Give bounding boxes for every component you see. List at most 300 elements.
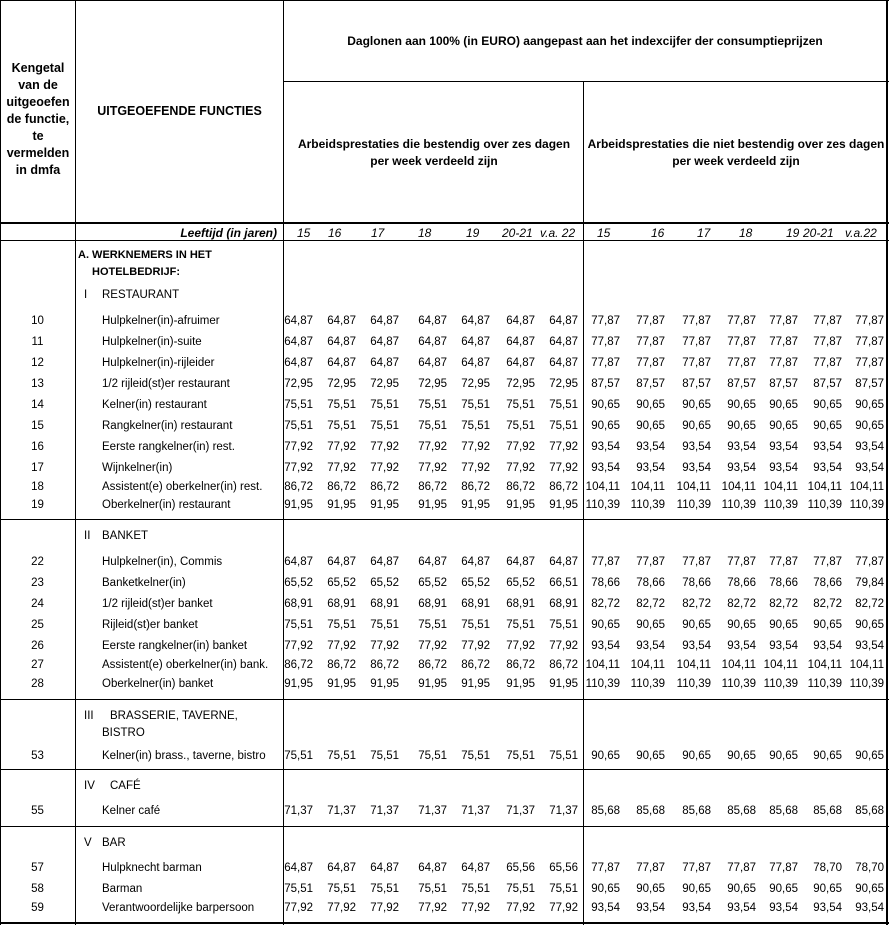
wage-cell-non-permanent: 78,66 [727,577,756,589]
wage-cell-non-permanent: 90,65 [682,420,711,432]
wage-cell-permanent: 75,51 [370,619,399,631]
age-tick: v.a.22 [845,226,877,240]
wage-cell-permanent: 65,52 [418,577,447,589]
wage-cell-non-permanent: 77,87 [855,357,884,369]
wage-cell-permanent: 64,87 [370,357,399,369]
wage-cell-non-permanent: 110,39 [585,678,620,690]
wage-cell-non-permanent: 93,54 [855,462,884,474]
function-code: 19 [31,499,44,511]
wage-cell-permanent: 77,92 [284,462,313,474]
header-code-column: Kengetal van de uitgeoefen de functie, te vermelden in dmfa [6,61,70,177]
wage-cell-non-permanent: 110,39 [849,499,884,511]
wage-cell-permanent: 77,92 [327,462,356,474]
wage-cell-permanent: 75,51 [418,619,447,631]
wage-cell-permanent: 64,87 [418,556,447,568]
function-name: Kelner café [102,805,161,817]
wage-cell-non-permanent: 90,65 [727,420,756,432]
wage-cell-non-permanent: 90,65 [855,619,884,631]
wage-cell-non-permanent: 77,87 [769,336,798,348]
wage-cell-permanent: 71,37 [418,805,447,817]
wage-cell-permanent: 68,91 [549,598,578,610]
function-name: Kelner(in) brass., taverne, bistro [102,750,266,762]
wage-cell-permanent: 77,92 [418,441,447,453]
border-right [886,0,888,925]
wage-cell-non-permanent: 77,87 [636,336,665,348]
wage-cell-permanent: 75,51 [506,399,535,411]
section-divider [0,826,889,827]
wage-cell-non-permanent: 85,68 [727,805,756,817]
wage-cell-non-permanent: 77,87 [636,315,665,327]
wage-cell-non-permanent: 77,87 [591,556,620,568]
wage-cell-permanent: 72,95 [418,378,447,390]
section-title: CAFÉ [110,780,141,792]
wage-cell-permanent: 75,51 [461,420,490,432]
wage-cell-permanent: 91,95 [506,499,535,511]
function-code: 16 [31,441,44,453]
wage-cell-non-permanent: 104,11 [763,481,798,493]
wage-cell-permanent: 75,51 [461,399,490,411]
wage-cell-non-permanent: 90,65 [682,399,711,411]
wage-cell-non-permanent: 77,87 [682,315,711,327]
wage-cell-permanent: 64,87 [506,336,535,348]
wage-cell-permanent: 75,51 [370,420,399,432]
section-divider [0,699,889,700]
age-tick: 19 [786,226,800,240]
wage-cell-non-permanent: 93,54 [855,902,884,914]
wage-cell-non-permanent: 82,72 [591,598,620,610]
wage-cell-non-permanent: 93,54 [591,462,620,474]
wage-cell-non-permanent: 77,87 [591,357,620,369]
wage-cell-non-permanent: 104,11 [630,481,665,493]
wage-cell-permanent: 64,87 [327,357,356,369]
wage-cell-non-permanent: 77,87 [813,336,842,348]
wage-cell-non-permanent: 77,87 [591,336,620,348]
age-row-bottom [0,240,889,241]
wage-cell-non-permanent: 77,87 [682,336,711,348]
wage-cell-permanent: 68,91 [461,598,490,610]
wage-cell-permanent: 64,87 [327,556,356,568]
wage-cell-permanent: 75,51 [506,883,535,895]
wage-cell-non-permanent: 77,87 [727,862,756,874]
wage-cell-permanent: 64,87 [549,315,578,327]
header-group-permanent: Arbeidsprestaties die bestendig over zes dagen per week verdeeld zijn [297,137,571,168]
wage-cell-non-permanent: 93,54 [855,441,884,453]
wage-cell-permanent: 64,87 [506,556,535,568]
wage-cell-permanent: 91,95 [284,499,313,511]
wage-cell-non-permanent: 77,87 [727,556,756,568]
wage-cell-permanent: 86,72 [461,659,490,671]
wage-cell-non-permanent: 77,87 [727,357,756,369]
wage-cell-permanent: 72,95 [506,378,535,390]
wage-cell-non-permanent: 85,68 [813,805,842,817]
wage-cell-permanent: 75,51 [284,420,313,432]
wage-cell-non-permanent: 87,57 [591,378,620,390]
function-name: Eerste rangkelner(in) rest. [102,441,235,453]
wage-cell-permanent: 86,72 [418,481,447,493]
age-tick: 15 [597,226,611,240]
function-name: Hulpkelner(in)-rijleider [102,357,215,369]
wage-cell-non-permanent: 82,72 [727,598,756,610]
wage-cell-non-permanent: 110,39 [807,499,842,511]
wage-cell-non-permanent: 90,65 [855,750,884,762]
wage-cell-permanent: 77,92 [461,640,490,652]
wage-cell-permanent: 77,92 [327,902,356,914]
wage-cell-permanent: 65,52 [284,577,313,589]
wage-cell-permanent: 72,95 [549,378,578,390]
wage-cell-permanent: 64,87 [506,357,535,369]
wage-cell-permanent: 71,37 [370,805,399,817]
wage-cell-non-permanent: 77,87 [855,336,884,348]
wage-cell-permanent: 77,92 [461,902,490,914]
wage-cell-non-permanent: 90,65 [727,883,756,895]
function-code: 58 [31,883,44,895]
wage-cell-non-permanent: 90,65 [591,619,620,631]
wage-cell-permanent: 75,51 [506,420,535,432]
function-name: Oberkelner(in) banket [102,678,214,690]
wage-cell-permanent: 77,92 [370,441,399,453]
function-name: Eerste rangkelner(in) banket [102,640,248,652]
wage-cell-non-permanent: 90,65 [636,750,665,762]
wage-cell-permanent: 77,92 [461,441,490,453]
function-code: 13 [31,378,44,390]
age-tick: 15 [297,226,311,240]
wage-cell-permanent: 86,72 [506,481,535,493]
function-name: Barman [102,883,143,895]
age-tick: v.a. 22 [540,226,576,240]
age-tick: 19 [466,226,480,240]
wage-cell-non-permanent: 90,65 [727,399,756,411]
wage-cell-permanent: 68,91 [370,598,399,610]
wage-cell-permanent: 75,51 [549,750,578,762]
wage-cell-non-permanent: 90,65 [636,619,665,631]
wage-cell-permanent: 72,95 [327,378,356,390]
wage-cell-permanent: 71,37 [549,805,578,817]
wage-cell-permanent: 77,92 [284,902,313,914]
wage-cell-permanent: 86,72 [284,659,313,671]
wage-cell-non-permanent: 78,66 [769,577,798,589]
wage-cell-permanent: 75,51 [284,750,313,762]
wage-cell-non-permanent: 93,54 [591,640,620,652]
age-tick: 17 [697,226,711,240]
wage-cell-permanent: 75,51 [461,750,490,762]
section-divider [0,519,889,520]
function-code: 10 [31,315,44,327]
wage-cell-non-permanent: 104,11 [721,481,756,493]
wage-cell-permanent: 75,51 [418,750,447,762]
wage-cell-permanent: 91,95 [370,678,399,690]
wage-cell-permanent: 91,95 [461,678,490,690]
wage-cell-permanent: 64,87 [284,357,313,369]
header-functions-column: UITGEOEFENDE FUNCTIES [97,104,262,118]
wage-cell-non-permanent: 90,65 [636,883,665,895]
function-code: 59 [31,902,44,914]
age-tick: 20-21 [502,226,533,240]
wage-cell-non-permanent: 104,11 [763,659,798,671]
wage-cell-permanent: 86,72 [549,659,578,671]
wage-cell-non-permanent: 110,39 [807,678,842,690]
wage-cell-non-permanent: 93,54 [813,441,842,453]
function-name: Hulpknecht barman [102,862,202,874]
function-name: Banketkelner(in) [102,577,186,589]
wage-cell-non-permanent: 78,70 [813,862,842,874]
wage-cell-non-permanent: 110,39 [721,499,756,511]
border-top [0,0,889,1]
wage-cell-permanent: 64,87 [284,556,313,568]
function-code: 28 [31,678,44,690]
wage-cell-non-permanent: 90,65 [813,420,842,432]
wage-cell-permanent: 86,72 [506,659,535,671]
wage-cell-permanent: 72,95 [461,378,490,390]
wage-cell-non-permanent: 77,87 [855,315,884,327]
wage-cell-non-permanent: 93,54 [727,462,756,474]
wage-cell-permanent: 71,37 [284,805,313,817]
wage-cell-non-permanent: 77,87 [591,862,620,874]
wage-cell-permanent: 75,51 [549,399,578,411]
wage-cell-permanent: 66,51 [549,577,578,589]
wage-cell-permanent: 64,87 [549,336,578,348]
wage-cell-non-permanent: 90,65 [727,750,756,762]
wage-cell-non-permanent: 104,11 [807,659,842,671]
wage-cell-non-permanent: 77,87 [769,556,798,568]
function-name: Hulpkelner(in)-afruimer [102,315,220,327]
section-title: BAR [102,837,126,849]
wage-cell-permanent: 64,87 [461,357,490,369]
wage-cell-permanent: 64,87 [549,357,578,369]
wage-cell-permanent: 65,52 [327,577,356,589]
wage-cell-permanent: 64,87 [327,315,356,327]
wage-cell-non-permanent: 104,11 [676,481,711,493]
wage-cell-permanent: 77,92 [506,441,535,453]
wage-cell-non-permanent: 90,65 [769,399,798,411]
wage-cell-non-permanent: 87,57 [855,378,884,390]
wage-cell-non-permanent: 90,65 [855,883,884,895]
wage-cell-non-permanent: 90,65 [769,750,798,762]
wage-cell-permanent: 64,87 [418,862,447,874]
wage-cell-non-permanent: 78,70 [855,862,884,874]
wage-cell-permanent: 71,37 [461,805,490,817]
header-group-non-permanent: Arbeidsprestaties die niet bestendig over zes dagen per week verdeeld zijn [587,137,885,168]
wage-cell-non-permanent: 110,39 [676,678,711,690]
wage-cell-non-permanent: 93,54 [727,640,756,652]
wage-cell-non-permanent: 110,39 [585,499,620,511]
wage-cell-permanent: 86,72 [461,481,490,493]
wage-cell-non-permanent: 93,54 [682,462,711,474]
wage-cell-permanent: 75,51 [327,399,356,411]
wage-cell-non-permanent: 78,66 [636,577,665,589]
wage-cell-permanent: 64,87 [461,315,490,327]
category-title-line1: A. WERKNEMERS IN HET [78,249,212,261]
wage-cell-permanent: 75,51 [284,619,313,631]
wage-cell-non-permanent: 78,66 [591,577,620,589]
function-name: Assistent(e) oberkelner(in) bank. [102,659,269,671]
wage-cell-non-permanent: 93,54 [591,441,620,453]
function-code: 25 [31,619,44,631]
wage-cell-non-permanent: 87,57 [727,378,756,390]
wage-cell-non-permanent: 110,39 [849,678,884,690]
wage-cell-permanent: 75,51 [284,883,313,895]
function-code: 57 [31,862,44,874]
wage-cell-non-permanent: 85,68 [855,805,884,817]
wage-cell-permanent: 86,72 [370,659,399,671]
function-code: 12 [31,357,44,369]
wage-cell-permanent: 91,95 [327,499,356,511]
wage-cell-non-permanent: 90,65 [591,883,620,895]
wage-cell-permanent: 65,52 [370,577,399,589]
wage-cell-non-permanent: 93,54 [591,902,620,914]
wage-cell-non-permanent: 104,11 [630,659,665,671]
wage-cell-permanent: 75,51 [549,883,578,895]
wage-cell-non-permanent: 85,68 [591,805,620,817]
wage-cell-permanent: 77,92 [284,441,313,453]
wage-cell-permanent: 75,51 [549,619,578,631]
wage-cell-non-permanent: 104,11 [585,481,620,493]
wage-cell-non-permanent: 90,65 [769,420,798,432]
function-name: Kelner(in) restaurant [102,399,207,411]
wage-cell-non-permanent: 110,39 [676,499,711,511]
wage-cell-permanent: 64,87 [327,336,356,348]
section-roman: I [84,289,88,301]
wage-cell-non-permanent: 77,87 [813,357,842,369]
wage-cell-permanent: 75,51 [506,750,535,762]
wage-cell-non-permanent: 93,54 [682,902,711,914]
wage-cell-permanent: 64,87 [506,315,535,327]
function-code: 18 [31,481,44,493]
wage-cell-non-permanent: 90,65 [813,619,842,631]
wage-cell-permanent: 64,87 [418,336,447,348]
wage-cell-non-permanent: 85,68 [769,805,798,817]
wage-cell-non-permanent: 87,57 [636,378,665,390]
section-title-cont: BISTRO [102,727,145,739]
wage-cell-permanent: 77,92 [418,902,447,914]
wage-cell-non-permanent: 90,65 [769,883,798,895]
wage-cell-non-permanent: 93,54 [813,640,842,652]
wage-cell-permanent: 75,51 [506,619,535,631]
wage-cell-non-permanent: 90,65 [813,399,842,411]
wage-cell-non-permanent: 90,65 [591,420,620,432]
wage-cell-permanent: 77,92 [506,902,535,914]
wage-cell-permanent: 91,95 [327,678,356,690]
wage-cell-non-permanent: 82,72 [682,598,711,610]
header-bottom-thick [0,222,889,224]
wage-cell-permanent: 64,87 [370,862,399,874]
function-name: Oberkelner(in) restaurant [102,499,231,511]
wage-cell-permanent: 86,72 [327,659,356,671]
wage-cell-non-permanent: 93,54 [813,902,842,914]
wage-cell-non-permanent: 77,87 [682,862,711,874]
wage-cell-non-permanent: 90,65 [727,619,756,631]
wage-cell-non-permanent: 90,65 [813,750,842,762]
wage-cell-non-permanent: 93,54 [769,441,798,453]
wage-cell-permanent: 91,95 [549,499,578,511]
wage-cell-non-permanent: 110,39 [630,499,665,511]
wage-cell-non-permanent: 77,87 [813,315,842,327]
wage-cell-permanent: 77,92 [506,640,535,652]
wage-cell-non-permanent: 78,66 [682,577,711,589]
function-name: Rijleid(st)er banket [102,619,198,631]
function-name: 1/2 rijleid(st)er restaurant [102,378,230,390]
wage-cell-non-permanent: 93,54 [636,640,665,652]
function-code: 27 [31,659,44,671]
wage-cell-permanent: 77,92 [327,640,356,652]
age-label: Leeftijd (in jaren) [180,226,277,240]
function-code: 26 [31,640,44,652]
wage-cell-permanent: 68,91 [506,598,535,610]
wage-cell-non-permanent: 90,65 [855,420,884,432]
wage-cell-permanent: 64,87 [461,556,490,568]
wage-cell-non-permanent: 90,65 [855,399,884,411]
wage-cell-non-permanent: 90,65 [591,750,620,762]
wage-cell-permanent: 91,95 [549,678,578,690]
wage-cell-permanent: 75,51 [370,883,399,895]
wage-cell-non-permanent: 77,87 [727,336,756,348]
section-title: BRASSERIE, TAVERNE, [110,710,238,722]
wage-cell-permanent: 77,92 [370,462,399,474]
section-roman: II [84,530,91,542]
wage-cell-non-permanent: 90,65 [682,619,711,631]
wage-cell-non-permanent: 93,54 [727,441,756,453]
wage-cell-non-permanent: 77,87 [636,862,665,874]
wage-cell-non-permanent: 93,54 [769,902,798,914]
section-roman: IV [84,780,95,792]
wage-cell-permanent: 65,56 [549,862,578,874]
wage-cell-non-permanent: 90,65 [591,399,620,411]
wage-cell-permanent: 77,92 [549,441,578,453]
wage-cell-permanent: 65,52 [506,577,535,589]
age-tick: 17 [371,226,385,240]
function-name: Assistent(e) oberkelner(in) rest. [102,481,263,493]
wage-cell-permanent: 77,92 [549,462,578,474]
wage-cell-non-permanent: 77,87 [682,357,711,369]
function-name: Hulpkelner(in)-suite [102,336,202,348]
function-code: 15 [31,420,44,432]
wage-cell-permanent: 64,87 [284,315,313,327]
wage-cell-non-permanent: 90,65 [769,619,798,631]
function-code: 11 [31,336,44,348]
function-name: Rangkelner(in) restaurant [102,420,233,432]
wage-cell-permanent: 64,87 [370,315,399,327]
section-title: BANKET [102,530,149,542]
col-divider-groups [583,81,584,925]
section-roman: III [84,710,94,722]
wage-cell-non-permanent: 77,87 [769,862,798,874]
wage-cell-permanent: 65,56 [506,862,535,874]
wage-cell-non-permanent: 77,87 [769,315,798,327]
wage-cell-permanent: 64,87 [461,336,490,348]
function-code: 24 [31,598,44,610]
header-title-underline [283,81,889,82]
wage-cell-permanent: 86,72 [327,481,356,493]
wage-cell-non-permanent: 77,87 [855,556,884,568]
wage-cell-permanent: 65,52 [461,577,490,589]
wage-cell-permanent: 91,95 [506,678,535,690]
wage-cell-permanent: 72,95 [284,378,313,390]
wage-cell-permanent: 64,87 [370,556,399,568]
wage-cell-permanent: 64,87 [370,336,399,348]
wage-cell-permanent: 91,95 [418,499,447,511]
section-roman: V [84,837,92,849]
section-divider [0,769,889,770]
wage-cell-non-permanent: 82,72 [855,598,884,610]
border-bottom [0,922,889,924]
wage-cell-permanent: 71,37 [327,805,356,817]
category-title-line2: HOTELBEDRIJF: [92,266,180,278]
wage-cell-permanent: 75,51 [418,399,447,411]
wage-cell-non-permanent: 93,54 [813,462,842,474]
wage-cell-non-permanent: 77,87 [636,556,665,568]
wage-cell-permanent: 91,95 [461,499,490,511]
wage-cell-non-permanent: 93,54 [636,902,665,914]
function-code: 17 [31,462,44,474]
